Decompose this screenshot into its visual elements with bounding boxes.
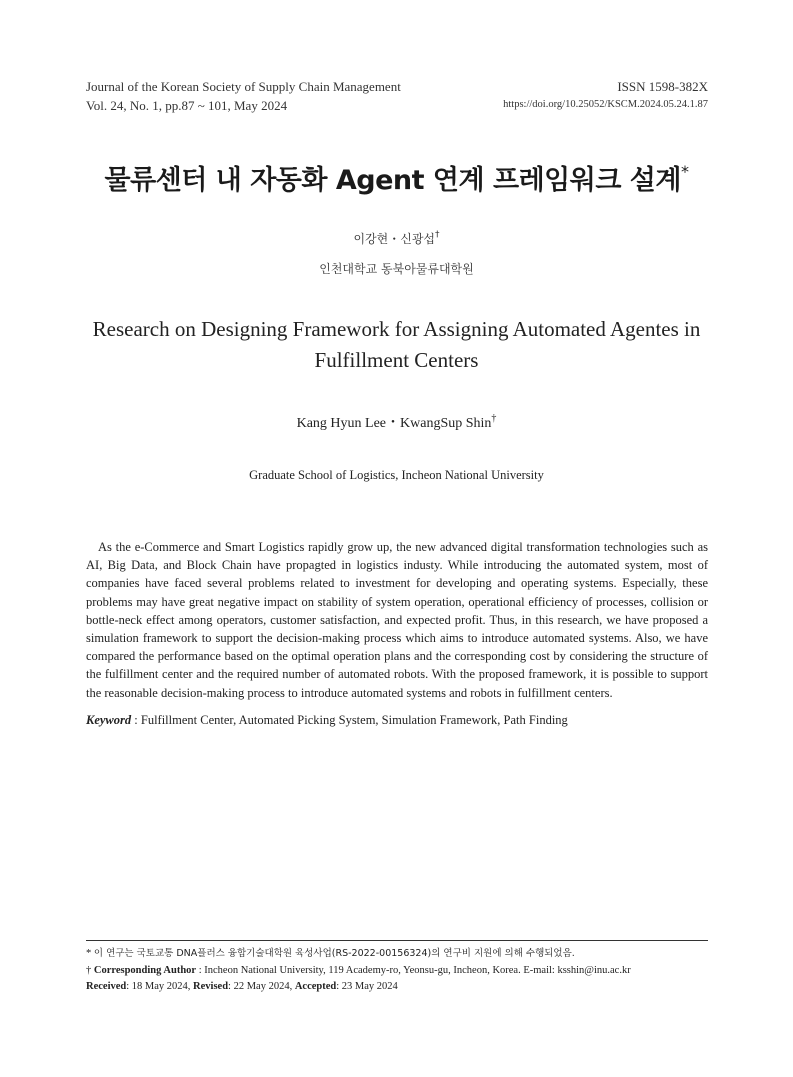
korean-authors: [0, 230, 793, 247]
abstract: [86, 538, 708, 702]
korean-title: [0, 158, 793, 197]
english-title-line2: Fulfillment Centers: [314, 348, 479, 372]
corresponding-text: : Incheon National University, 119 Academy-ro, Yeonsu-gu, Incheon, Korea. E-mail: ksshin@inu.ac.kr: [196, 965, 631, 976]
abstract-text: As the e-Commerce and Smart Logistics rapidly grow up, the new advanced digital transformation technologies such as AI, Big Data, and Block Chain have propagted in logistics industy. While introducing the automated system, most of companies have faced several problems related to investment for developing and operating systems. Especially, these problems may have great negative impact on stability of system operation, operational efficiency of processes, collision or bottle-neck effect among operators, customer satisfaction, and expected profit. Thus, in this research, we have proposed a simulation framework to support the decision-making process which aims to introduce automated systems. Also, we have compared the performance based on the optimal operation plans and the corresponding cost by considering the structure of the fulfillment center and the required number of automated robots. With the proposed framework, it is possible to support the reasonable decision-making process to introduce automated systems and robots in fulfillment centers.: [86, 540, 708, 700]
english-title-line1: Research on Designing Framework for Assigning Automated Agentes in: [92, 317, 701, 341]
keyword-separator: :: [131, 713, 141, 727]
title-footnote-mark: *: [680, 162, 689, 181]
corresponding-mark: †: [86, 965, 92, 976]
corresponding-label: Corresponding Author: [93, 965, 197, 976]
korean-author-mark: †: [435, 230, 440, 240]
accepted-label: Accepted: [294, 981, 337, 992]
issn: ISSN 1598-382X: [617, 79, 708, 94]
korean-title-text: 물류센터 내 자동화 Agent 연계 프레임워크 설계: [104, 165, 681, 196]
funding-mark: *: [86, 948, 92, 959]
korean-affiliation: 인천대학교 동북아물류대학원: [319, 262, 474, 276]
english-author-mark: †: [491, 413, 497, 424]
english-title: [0, 314, 793, 376]
funding-footnote: [86, 946, 708, 961]
korean-authors-text: 이강현・신광섭: [353, 232, 436, 246]
keyword-text: Fulfillment Center, Automated Picking System, Simulation Framework, Path Finding: [140, 713, 568, 727]
received-label: Received: [86, 981, 127, 992]
volume-info: Vol. 24, No. 1, pp.87 ~ 101, May 2024: [86, 98, 288, 113]
doi-link[interactable]: https://doi.org/10.25052/KSCM.2024.05.24.1.87: [503, 99, 708, 110]
funding-text: 이 연구는 국토교통 DNA플러스 융합기술대학원 육성사업(RS-2022-00156324)의 연구비 지원에 의해 수행되었음.: [93, 948, 575, 959]
revised-date: : 22 May 2024,: [228, 981, 295, 992]
english-authors: [0, 412, 793, 432]
corresponding-footnote: [86, 963, 708, 978]
revised-label: Revised: [193, 981, 229, 992]
received-date: : 18 May 2024,: [126, 981, 194, 992]
keyword-label: Keyword: [86, 713, 132, 727]
english-affiliation: Graduate School of Logistics, Incheon National University: [249, 468, 544, 482]
accepted-date: : 23 May 2024: [336, 981, 398, 992]
footnote-divider: [86, 940, 708, 941]
english-authors-text: Kang Hyun Lee・KwangSup Shin: [296, 416, 492, 431]
journal-name: Journal of the Korean Society of Supply Chain Management: [86, 79, 401, 94]
keyword-line: [86, 713, 568, 728]
dates-footnote: [86, 979, 708, 994]
